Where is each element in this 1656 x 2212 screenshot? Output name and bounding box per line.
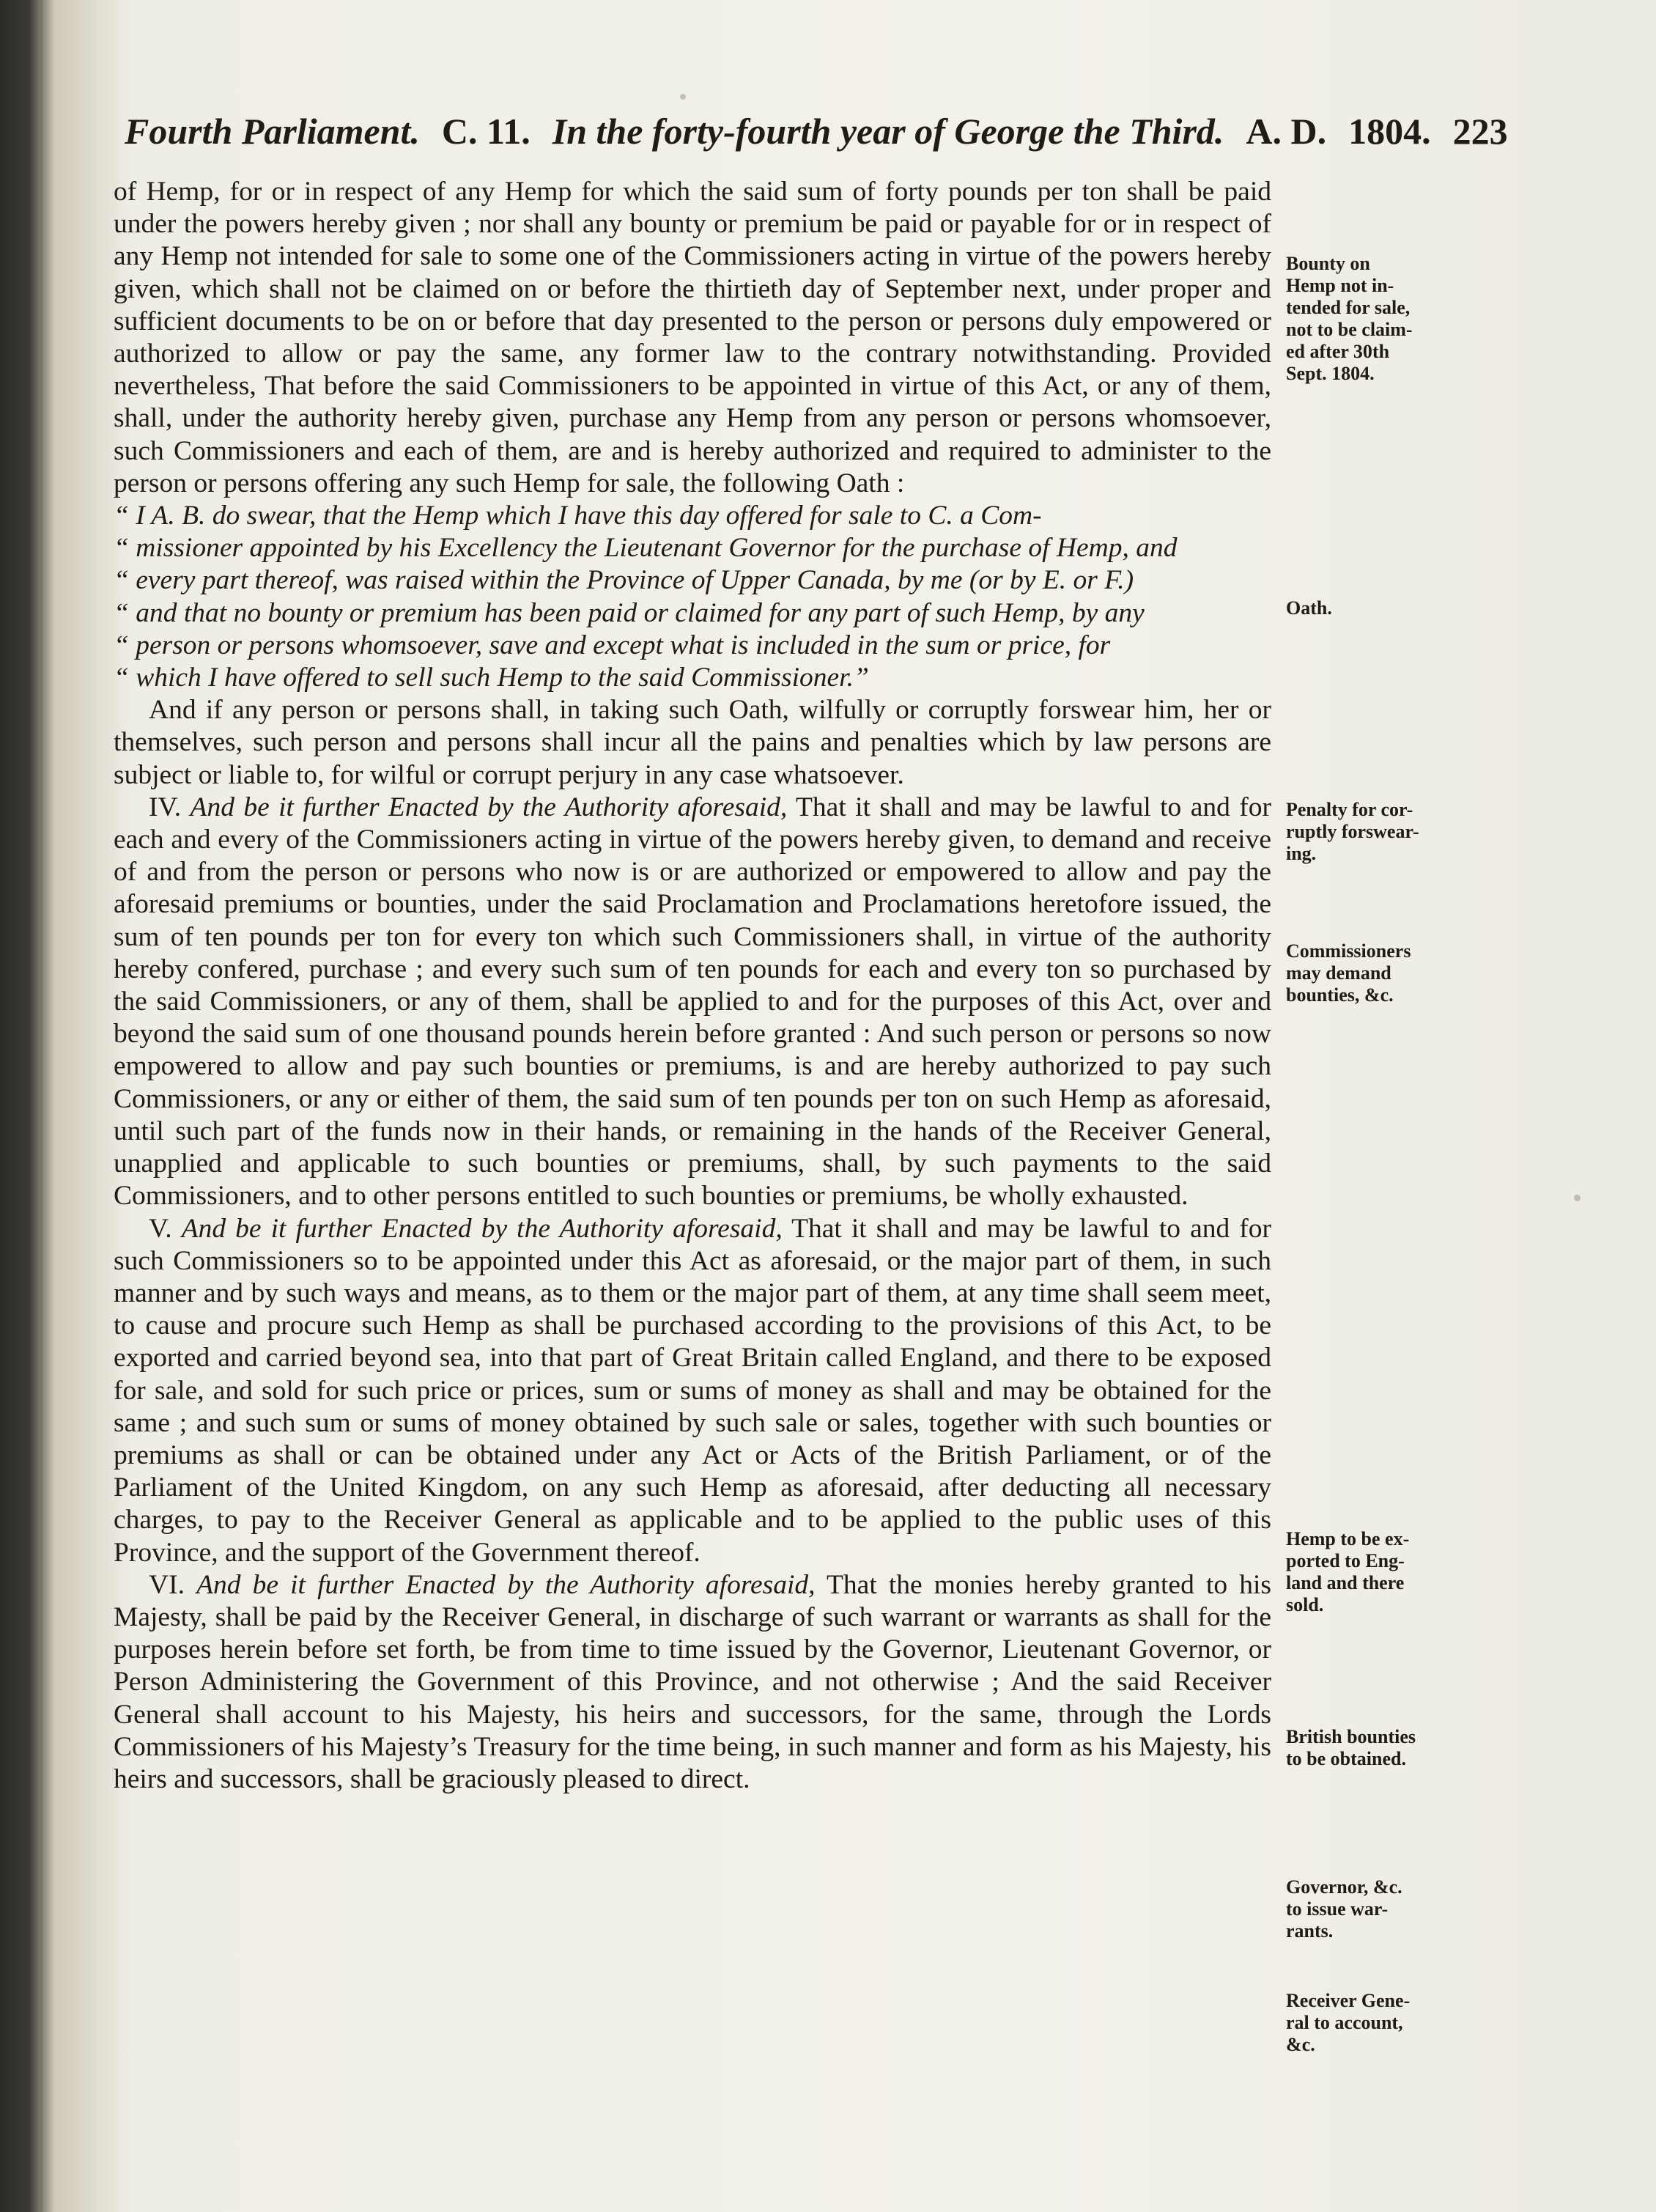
- section-4-text: That it shall and may be lawful to and for each and every of the Commissioners acting in virtue of the powers hereby given, to demand and receive of and from the person or persons who now is or are authorized or empowered to allow and pay the aforesaid premiums or bounties, under the said Proclamation and Proclamations heretofore issued, the sum of ten pounds per ton for every ton which such Commissioners shall, in virtue of the authority hereby confered, purchase ; and every such sum of ten pounds for each and every ton so purchased by the said Commissioners, or any of them, shall be applied to and for the purposes of this Act, over and beyond the said sum of one thousand pounds herein before granted : And such person or persons so now empowered to allow and pay such bounties or premiums, is and are hereby authorized to pay such Commissioners, or any or either of them, the said sum of ten pounds per ton on such Hemp as aforesaid, until such part of the funds now in their hands, or remaining in the hands of the Receiver General, unapplied and applicable to such bounties or premiums, shall, by such payments to the said Commissioners, and to other persons entitled to such bounties or premiums, be wholly exhausted.: [114, 792, 1271, 1212]
- section-5-text: That it shall and may be lawful to and for such Commissioners so to be appointed under this Act as aforesaid, or the major part of them, in such manner and by such ways and means, as to them or the major part of them, at any time shall seem meet, to cause and procure such Hemp as shall be purchased according to the provisions of this Act, to be exported and carried beyond sea, into that part of Great Britain called England, and there to be exposed for sale, and sold for such price or prices, sum or sums of money as shall and may be obtained for the same ; and such sum or sums of money obtained by such sale or sales, together with such bounties or premiums as shall or can be obtained under any Act or Acts of the British Parliament, or of the Parliament of the United Kingdom, on any such Hemp as aforesaid, after deducting all necessary charges, to pay to the Receiver General as applicable and to be applied to the public uses of this Province, and the support of the Government thereof.: [114, 1213, 1272, 1568]
- margin-note-receiver: Receiver Gene- ral to account, &c.: [1286, 1990, 1411, 2055]
- section-6-intro: And be it further Enacted by the Authority aforesaid,: [196, 1569, 816, 1600]
- oath-line: “ and that no bounty or premium has been paid or claimed for any part of such Hemp, by any: [114, 597, 1145, 628]
- section-4-intro: And be it further Enacted by the Authority aforesaid,: [190, 792, 788, 822]
- ink-speck: [1574, 1195, 1581, 1201]
- section-6: [114, 1569, 1271, 1796]
- section-5: [114, 1213, 1271, 1569]
- ink-speck: [680, 94, 686, 100]
- header-chapter: C. 11.: [441, 111, 531, 152]
- section-6-text: That the monies hereby granted to his Majesty, shall be paid by the Receiver General, in discharge of such warrant or warrants as shall for the purposes herein before set forth, be from time to time issued by the Governor, Lieutenant Governor, or Person Administering the Government of this Province, and not otherwise ; And the said Receiver General shall account to his Majesty, his heirs and successors, for the same, through the Lords Commissioners of his Majesty’s Treasury for the time being, in such manner and form as his Majesty, his heirs and successors, shall be graciously pleased to direct.: [114, 1569, 1272, 1794]
- book-gutter: [40, 0, 42, 2212]
- paragraph-bounty: of Hemp, for or in respect of any Hemp for which the said sum of forty pounds per ton shall be paid under the powers hereby given ; nor shall any bounty or premium be paid or payable for or in respect of any Hemp not intended for sale to some one of the Commissioners acting in virtue of the powers hereby given, which shall not be claimed on or before the thirtieth day of September next, under proper and sufficient documents to be on or before that day presented to the person or persons duly empowered or authorized to allow or pay the same, any former law to the contrary notwithstanding. Provided nevertheless, That before the said Commissioners to be appointed in virtue of this Act, or any of them, shall, under the authority hereby given, purchase any Hemp from any person or persons whomsoever, such Commissioners and each of them, are and is hereby authorized and required to administer to the person or persons offering any such Hemp for sale, the following Oath :: [114, 177, 1271, 498]
- oath-line: “ person or persons whomsoever, save and except what is included in the sum or price, for: [114, 630, 1111, 660]
- paragraph-penalty: And if any person or persons shall, in taking such Oath, wilfully or corruptly forswear him, her or themselves, such person and persons shall incur all the pains and penalties which by law persons are subject or liable to, for wilful or corrupt perjury in any case whatsoever.: [114, 695, 1271, 790]
- main-text: [114, 176, 1271, 1796]
- section-5-number: V.: [149, 1213, 172, 1244]
- margin-note-export: Hemp to be ex- ported to Eng- land and there sold.: [1286, 1528, 1410, 1615]
- section-4-number: IV.: [149, 792, 182, 822]
- section-4: [114, 792, 1271, 1213]
- oath-line: “ missioner appointed by his Excellency the Lieutenant Governor for the purchase of Hemp, and: [114, 533, 1178, 564]
- margin-note-bounty: Bounty on Hemp not in- tended for sale, not to be claim- ed after 30th Sept. 1804.: [1286, 253, 1413, 384]
- oath-text: [114, 500, 1271, 694]
- header-year: 1804.: [1348, 111, 1431, 152]
- running-header: [125, 110, 1508, 161]
- header-reign: In the forty-fourth year of George the Third.: [552, 111, 1224, 152]
- margin-note-oath: Oath.: [1286, 597, 1332, 619]
- header-ad: A. D.: [1246, 111, 1327, 152]
- section-5-intro: And be it further Enacted by the Authority aforesaid,: [181, 1213, 783, 1244]
- oath-line: “ every part thereof, was raised within the Province of Upper Canada, by me (or by E. or F.): [114, 565, 1134, 596]
- margin-note-penalty: Penalty for cor- ruptly forswear- ing.: [1286, 799, 1419, 864]
- oath-line: “ I A. B. do swear, that the Hemp which I have this day offered for sale to C. a Com-: [114, 501, 1042, 531]
- margin-note-governor: Governor, &c. to issue war- rants.: [1286, 1876, 1402, 1942]
- header-parliament: Fourth Parliament.: [125, 111, 420, 152]
- oath-line: “ which I have offered to sell such Hemp to the said Commissioner.”: [114, 663, 869, 693]
- section-6-number: VI.: [149, 1569, 185, 1600]
- page-number: 223: [1452, 111, 1508, 152]
- margin-note-commissioners: Commissioners may demand bounties, &c.: [1286, 940, 1411, 1006]
- margin-note-british-bounties: British bounties to be obtained.: [1286, 1726, 1416, 1769]
